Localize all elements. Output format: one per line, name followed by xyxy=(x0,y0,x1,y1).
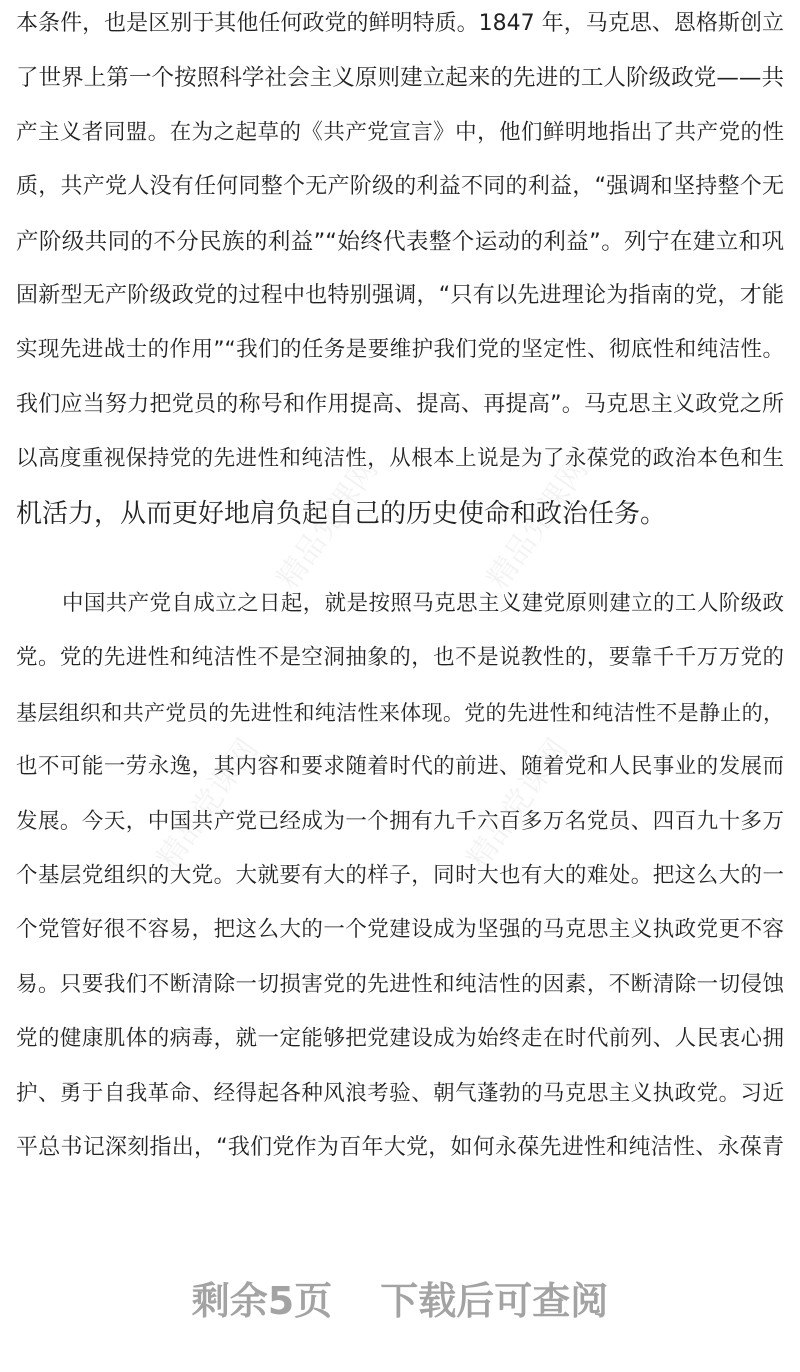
text-line: 固新型无产阶级政党的过程中也特别强调，“只有以先进理论为指南的党，才能 xyxy=(16,282,784,308)
paragraph-2 xyxy=(16,577,784,1175)
watermark: 精品党课网 xyxy=(150,732,266,876)
text-line: 基层组织和共产党员的先进性和纯洁性来体现。党的先进性和纯洁性不是静止的， xyxy=(16,700,784,725)
text-line: 党。党的先进性和纯洁性不是空洞抽象的，也不是说教性的，要靠千千万万党的 xyxy=(16,645,784,671)
text-line: 以高度重视保持党的先进性和纯洁性，从根本上说是为了永葆党的政治本色和生 xyxy=(16,446,784,472)
watermark: 精品党课网 xyxy=(480,452,596,596)
text-line: 护、勇于自我革命、经得起各种风浪考验、朝气蓬勃的马克思主义执政党。习近 xyxy=(16,1080,784,1106)
text-line: 个基层党组织的大党。大就要有大的样子，同时大也有大的难处。把这么大的一 xyxy=(16,862,784,888)
download-to-view-label[interactable]: 下载后可查阅 xyxy=(380,1279,609,1323)
text-line: 个党管好很不容易，把这么大的一个党建设成为坚强的马克思主义执政党更不容 xyxy=(16,917,784,943)
remaining-pages-label[interactable]: 剩余5页 xyxy=(191,1279,333,1323)
text-line: 党的健康肌体的病毒，就一定能够把党建设成为始终走在时代前列、人民衷心拥 xyxy=(16,1026,784,1052)
text-line: 中国共产党自成立之日起，就是按照马克思主义建党原则建立的工人阶级政 xyxy=(62,591,784,616)
text-line: 本条件，也是区别于其他任何政党的鲜明特质。1847 年，马克思、恩格斯创立 xyxy=(16,11,784,36)
text-line: 易。只要我们不断清除一切损害党的先进性和纯洁性的因素，不断清除一切侵蚀 xyxy=(16,971,784,997)
text-line: 产主义者同盟。在为之起草的《共产党宣言》中，他们鲜明地指出了共产党的性 xyxy=(16,119,784,145)
text-line: 了世界上第一个按照科学社会主义原则建立起来的先进的工人阶级政党——共 xyxy=(16,65,784,92)
watermark: 精品党课网 xyxy=(270,452,386,596)
text-line: 产阶级共同的不分民族的利益”“始终代表整个运动的利益”。列宁在建立和巩 xyxy=(16,228,784,255)
text-line: 实现先进战士的作用”“我们的任务是要维护我们党的坚定性、彻底性和纯洁性。 xyxy=(16,337,784,363)
text-line: 机活力，从而更好地肩负起自己的历史使命和政治任务。 xyxy=(16,498,667,529)
text-line: 平总书记深刻指出，“我们党作为百年大党，如何永葆先进性和纯洁性、永葆青 xyxy=(16,1134,784,1160)
text-line: 也不可能一劳永逸，其内容和要求随着时代的前进、随着党和人民事业的发展而 xyxy=(16,754,784,780)
watermark: 精品党课网 xyxy=(460,732,576,876)
download-prompt[interactable] xyxy=(0,1270,800,1325)
paragraph-1 xyxy=(16,0,784,541)
text-line: 我们应当努力把党员的称号和作用提高、提高、再提高”。马克思主义政党之所 xyxy=(16,391,784,417)
text-line: 发展。今天，中国共产党已经成为一个拥有九千六百多万名党员、四百九十多万 xyxy=(16,808,784,834)
text-line: 质，共产党人没有任何同整个无产阶级的利益不同的利益，“强调和坚持整个无 xyxy=(16,174,784,200)
